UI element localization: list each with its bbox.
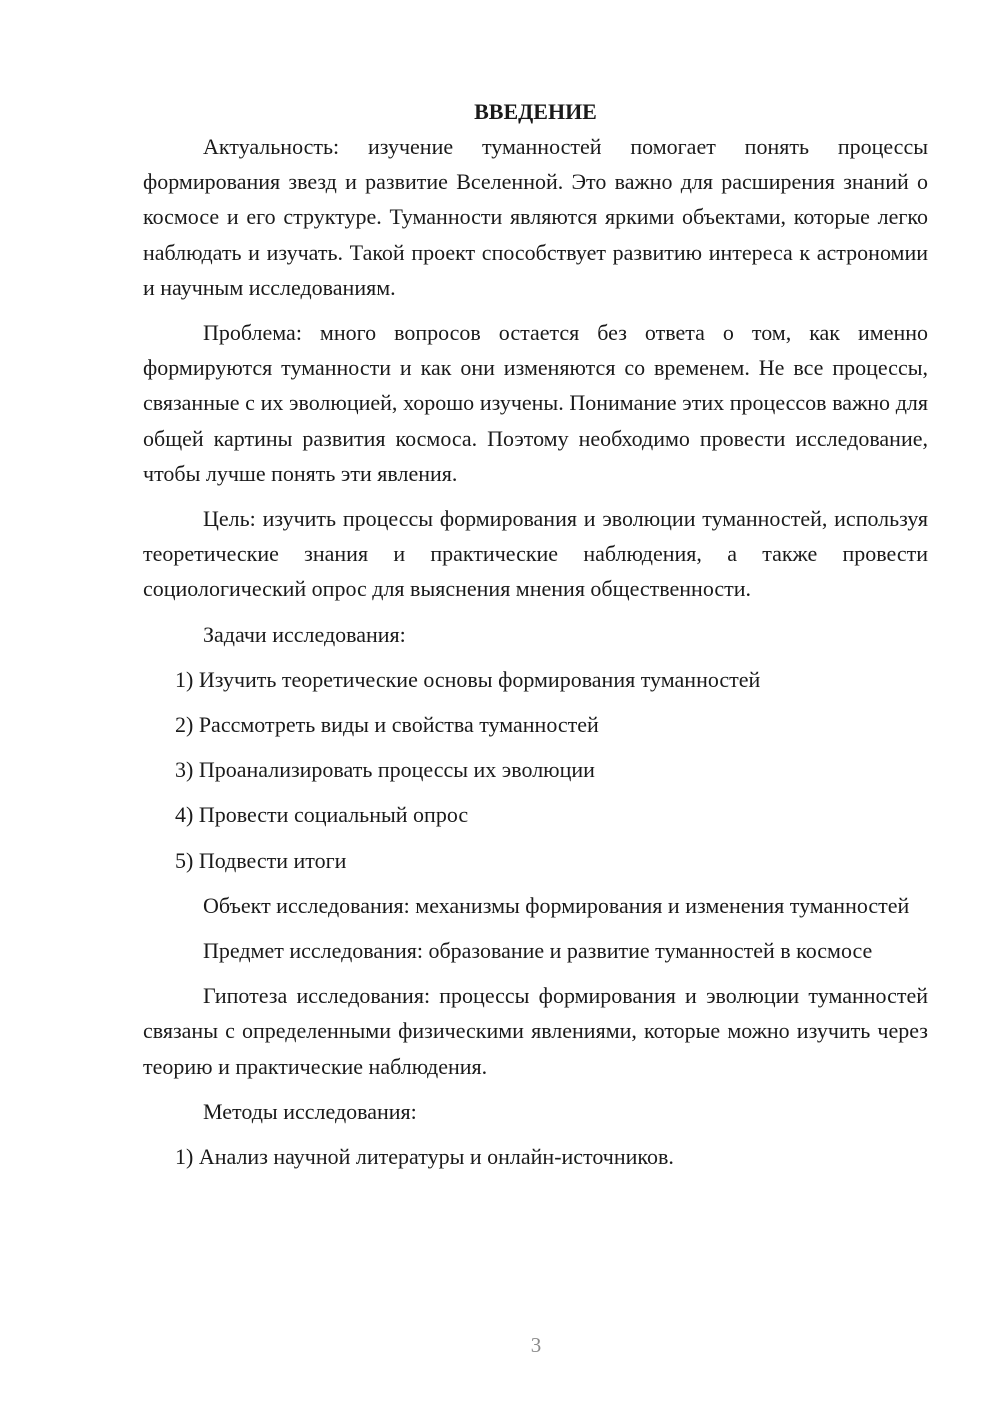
problem-paragraph: Проблема: много вопросов остается без ответа о том, как именно формируются туманности и как они изменяются со временем. Не все процессы, связанные с их эволюцией, хорошо изучены. Понимание этих процессов важно для общей картины развития космоса. Поэтому необходимо провести исследование, чтобы лучше понять эти явления. bbox=[143, 320, 928, 486]
page-number: 3 bbox=[530, 1333, 542, 1357]
methods-heading: Методы исследования: bbox=[203, 1098, 417, 1124]
goal-paragraph: Цель: изучить процессы формирования и эволюции туманностей, используя теоретические знания и практические наблюдения, а также провести социологический опрос для выяснения мнения общественности. bbox=[143, 506, 928, 602]
section-title: ВВЕДЕНИЕ bbox=[474, 99, 597, 124]
relevance-paragraph: Актуальность: изучение туманностей помогает понять процессы формирования звезд и развитие Вселенной. Это важно для расширения знаний о космосе и его структуре. Туманности являются яркими объектами, которые легко наблюдать и изучать. Такой проект способствует развитию интереса к астрономии и научным исследованиям. bbox=[143, 134, 928, 300]
task-item-1: 1) Изучить теоретические основы формирования туманностей bbox=[175, 666, 761, 692]
task-item-3: 3) Проанализировать процессы их эволюции bbox=[175, 757, 595, 783]
tasks-list bbox=[143, 662, 928, 878]
tasks-heading: Задачи исследования: bbox=[203, 621, 406, 647]
task-item-4: 4) Провести социальный опрос bbox=[175, 802, 469, 828]
document-page bbox=[143, 94, 928, 1184]
hypothesis-paragraph: Гипотеза исследования: процессы формирования и эволюции туманностей связаны с определенными физическими явлениями, которые можно изучить через теорию и практические наблюдения. bbox=[143, 983, 928, 1079]
object-paragraph: Объект исследования: механизмы формирования и изменения туманностей bbox=[203, 892, 910, 918]
subject-paragraph: Предмет исследования: образование и развитие туманностей в космосе bbox=[203, 938, 873, 964]
method-item-1: 1) Анализ научной литературы и онлайн-источников. bbox=[175, 1144, 674, 1170]
task-item-2: 2) Рассмотреть виды и свойства туманностей bbox=[175, 712, 599, 738]
task-item-5: 5) Подвести итоги bbox=[175, 847, 347, 873]
methods-list bbox=[143, 1139, 928, 1174]
